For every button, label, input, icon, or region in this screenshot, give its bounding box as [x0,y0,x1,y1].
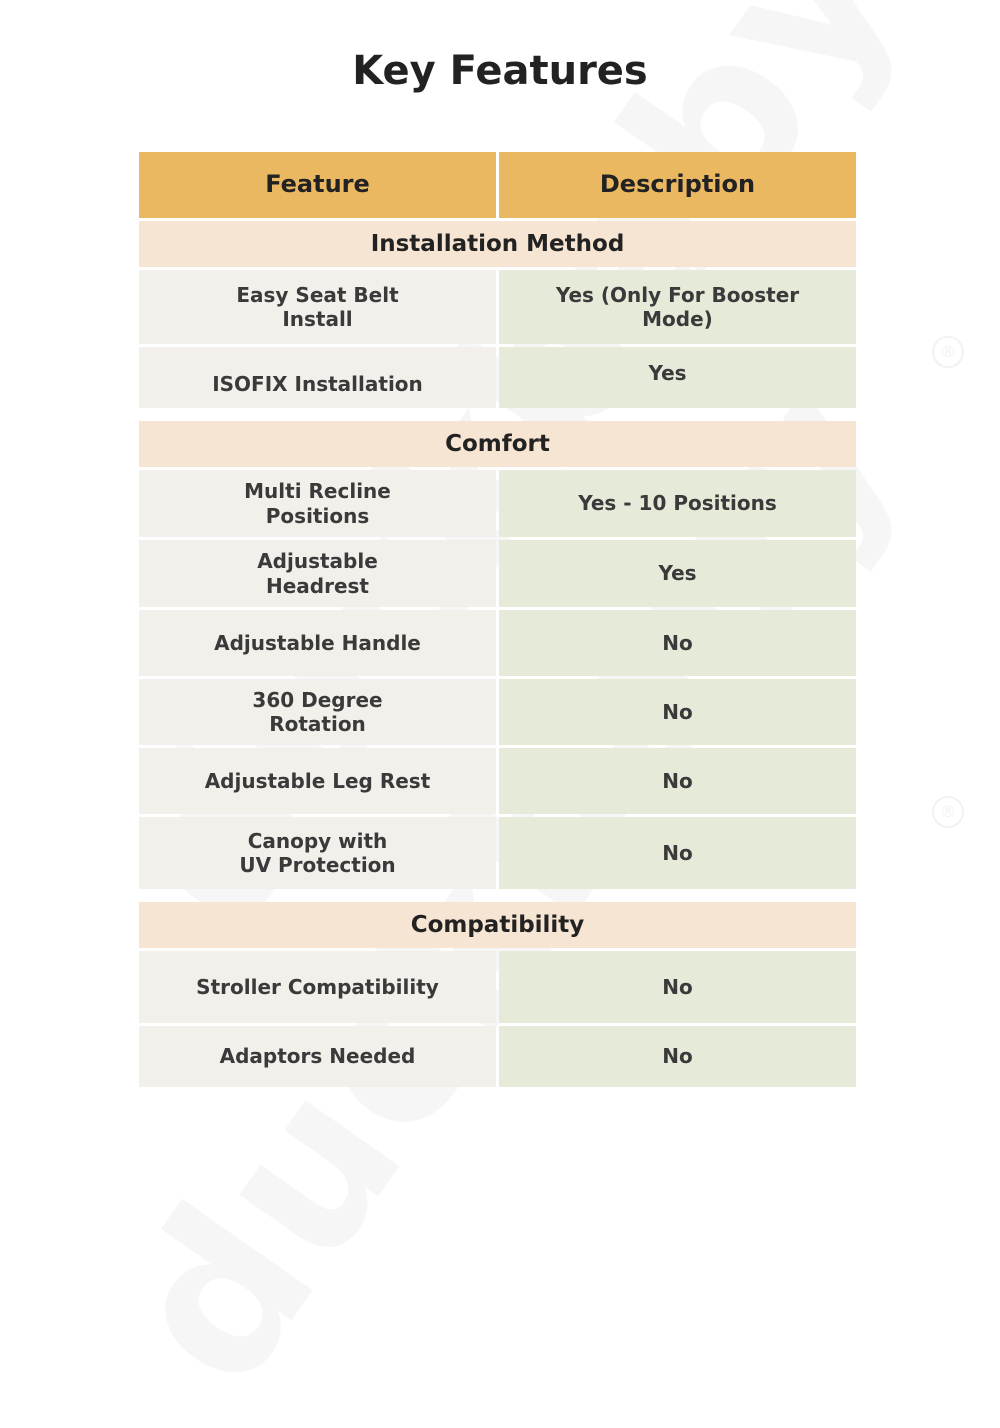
table-row [139,817,856,889]
description-cell: No [499,951,856,1023]
registered-mark-icon: ® [932,796,964,828]
table-row [139,748,856,814]
table-header-row [139,152,856,218]
description-cell: Yes - 10 Positions [499,470,856,537]
table-row [139,270,856,344]
description-cell: No [499,748,856,814]
table-row [139,951,856,1023]
table-row [139,470,856,537]
description-cell: Yes [499,540,856,607]
description-cell: No [499,817,856,889]
page-title: Key Features [352,48,648,94]
section-row [139,421,856,467]
table-row [139,679,856,745]
description-cell: No [499,1026,856,1087]
description-cell: Yes (Only For Booster Mode) [499,270,856,344]
section-row [139,902,856,948]
section-title-comfort: Comfort [139,421,856,467]
feature-cell: Stroller Compatibility [139,951,496,1023]
header-description: Description [499,152,856,218]
feature-cell: Adaptors Needed [139,1026,496,1087]
description-cell: No [499,679,856,745]
registered-mark-icon: ® [932,336,964,368]
feature-cell: Adjustable Leg Rest [139,748,496,814]
section-row [139,221,856,267]
feature-cell: 360 Degree Rotation [139,679,496,745]
feature-cell: ISOFIX Installation [139,347,496,408]
feature-cell: Canopy with UV Protection [139,817,496,889]
table-row [139,347,856,408]
feature-cell: Easy Seat Belt Install [139,270,496,344]
description-cell: Yes [499,347,856,408]
table-row [139,610,856,676]
features-table [139,152,856,1087]
header-feature: Feature [139,152,496,218]
table-row [139,540,856,607]
section-title-installation: Installation Method [139,221,856,267]
description-cell: No [499,610,856,676]
table-row [139,1026,856,1087]
feature-cell: Adjustable Headrest [139,540,496,607]
section-title-compatibility: Compatibility [139,902,856,948]
feature-cell: Multi Recline Positions [139,470,496,537]
feature-cell: Adjustable Handle [139,610,496,676]
